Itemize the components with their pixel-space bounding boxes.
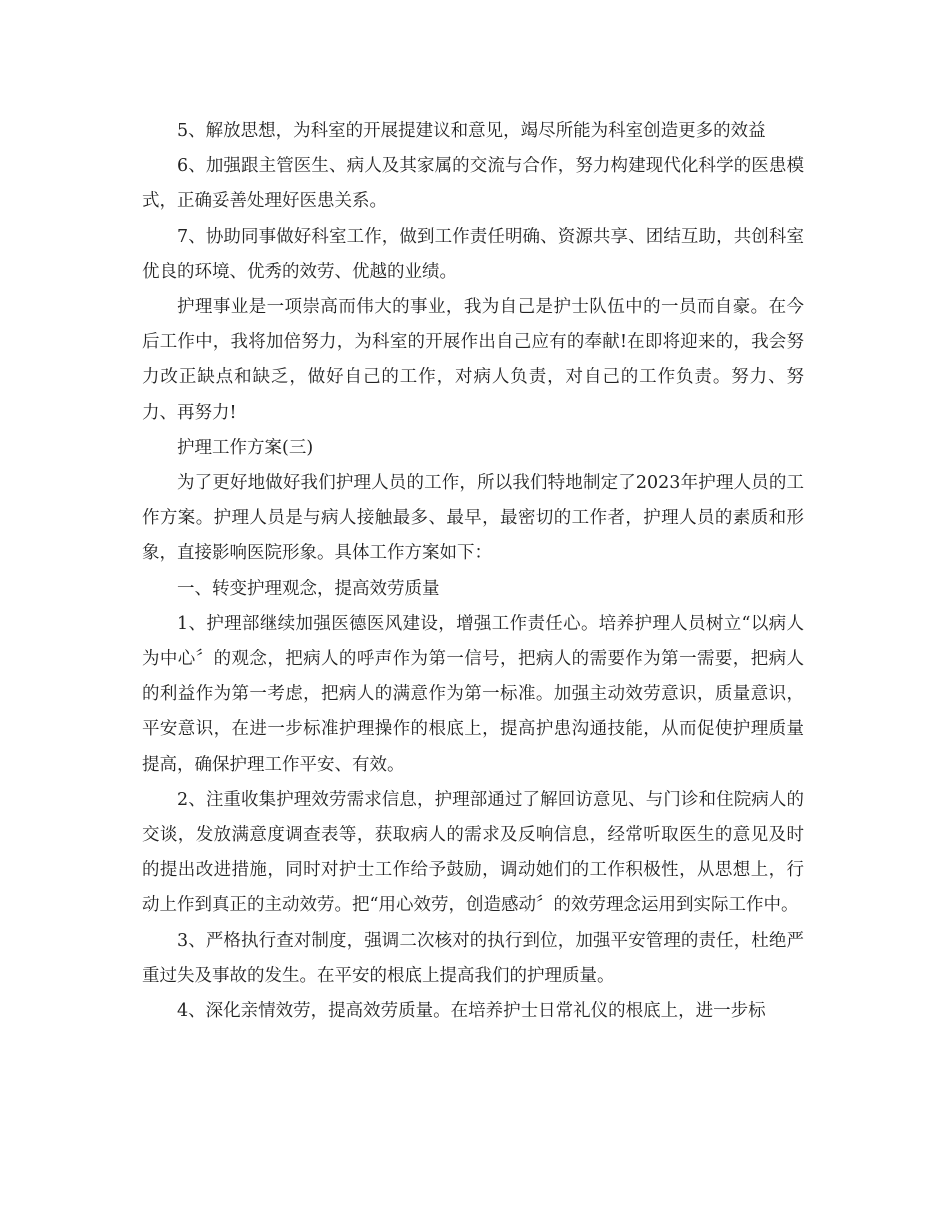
paragraph-item-7: 7、协助同事做好科室工作，做到工作责任明确、资源共享、团结互助，共创科室优良的环境、优秀的效劳、优越的业绩。: [142, 226, 804, 282]
document-body: [142, 114, 804, 1029]
paragraph-item-6: 6、加强跟主管医生、病人及其家属的交流与合作，努力构建现代化科学的医患模式，正确妥善处理好医患关系。: [142, 156, 804, 212]
section-heading-1: 一、转变护理观念，提高效劳质量: [177, 578, 440, 599]
paragraph-plan-intro: 为了更好地做好我们护理人员的工作，所以我们特地制定了2023年护理人员的工作方案。护理人员是与病人接触最多、最早，最密切的工作者，护理人员的素质和形象，直接影响医院形象。具体工作方案如下：: [142, 473, 804, 564]
paragraph-item-5: 5、解放思想，为科室的开展提建议和意见，竭尽所能为科室创造更多的效益: [177, 121, 766, 141]
paragraph-point-2: 2、注重收集护理效劳需求信息，护理部通过了解回访意见、与门诊和住院病人的交谈，发放满意度调查表等，获取病人的需求及反响信息，经常听取医生的意见及时的提出改进措施，同时对护士工作给予鼓励，调动她们的工作积极性，从思想上，行动上作到真正的主动效劳。把“用心效劳，创造感动〞的效劳理念运用到实际工作中。: [142, 789, 804, 916]
paragraph-point-3: 3、严格执行查对制度，强调二次核对的执行到位，加强平安管理的责任，杜绝严重过失及事故的发生。在平安的根底上提高我们的护理质量。: [142, 930, 804, 986]
paragraph-point-1: 1、护理部继续加强医德医风建设，增强工作责任心。培养护理人员树立“以病人为中心〞的观念，把病人的呼声作为第一信号，把病人的需要作为第一需要，把病人的利益作为第一考虑，把病人的满意作为第一标准。加强主动效劳意识，质量意识，平安意识，在进一步标准护理操作的根底上，提高护患沟通技能，从而促使护理质量提高，确保护理工作平安、有效。: [142, 613, 804, 775]
paragraph-closing-statement: 护理事业是一项崇高而伟大的事业，我为自己是护士队伍中的一员而自豪。在今后工作中，我将加倍努力，为科室的开展作出自己应有的奉献!在即将迎来的，我会努力改正缺点和缺乏，做好自己的工作，对病人负责，对自己的工作负责。努力、努力、再努力!: [142, 297, 804, 423]
paragraph-point-4: 4、深化亲情效劳，提高效劳质量。在培养护士日常礼仪的根底上，进一步标: [177, 1001, 766, 1022]
section-heading-plan-three: 护理工作方案(三): [177, 437, 314, 458]
